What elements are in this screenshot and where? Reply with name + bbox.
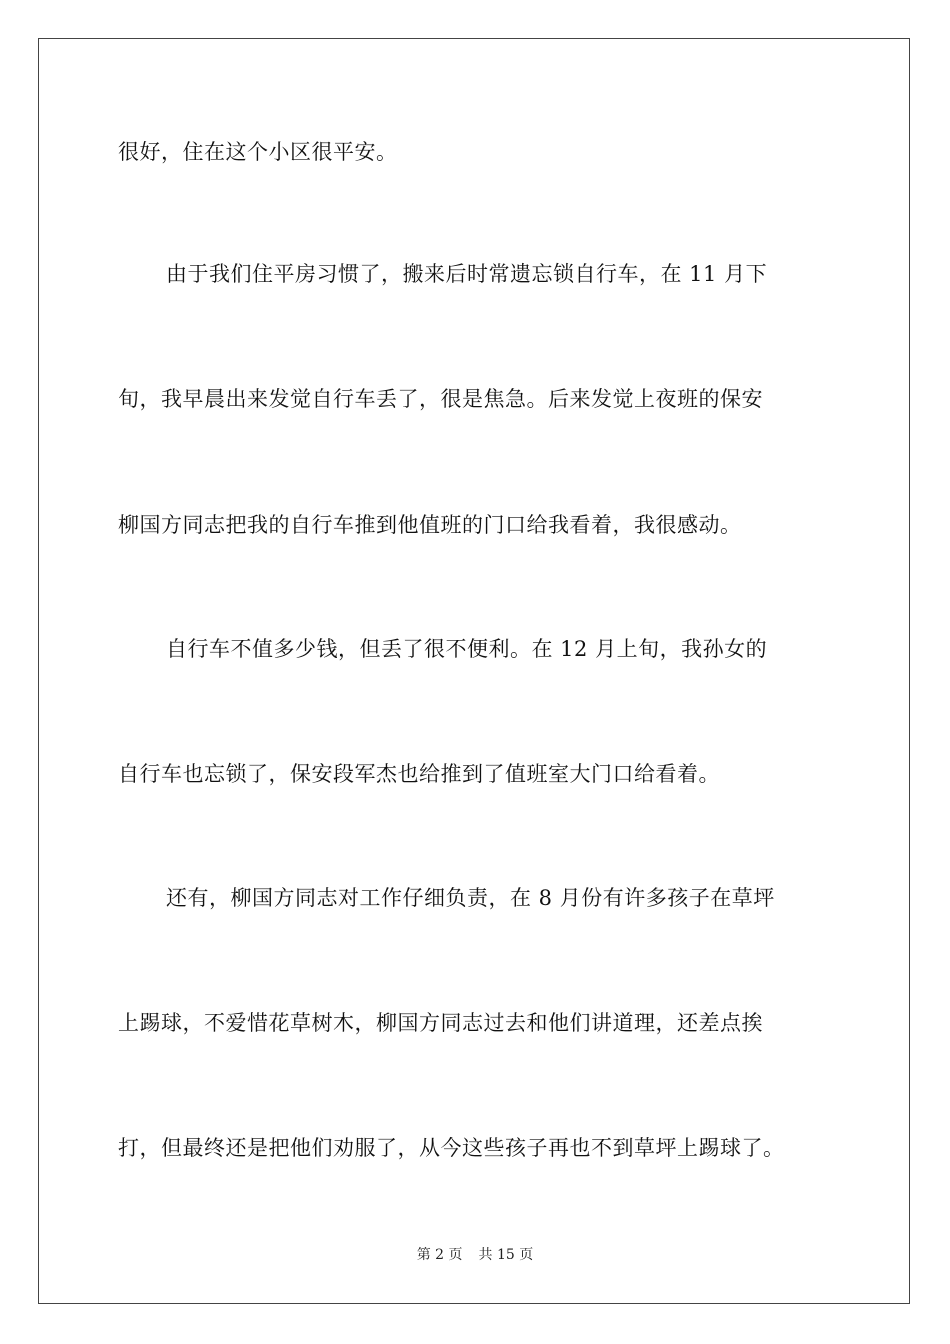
page-footer (0, 1246, 950, 1264)
text-line: 还有，柳国方同志对工作仔细负责，在 8 月份有许多孩子在草坪 (166, 886, 775, 910)
text-line: 自行车也忘锁了，保安段军杰也给推到了值班室大门口给看着。 (118, 762, 720, 786)
text-line: 打，但最终还是把他们劝服了，从今这些孩子再也不到草坪上踢球了。 (118, 1136, 785, 1160)
text-line: 旬，我早晨出来发觉自行车丢了，很是焦急。后来发觉上夜班的保安 (118, 387, 763, 411)
text-line: 很好，住在这个小区很平安。 (118, 140, 398, 164)
text-line: 由于我们住平房习惯了，搬来后时常遗忘锁自行车，在 11 月下 (166, 262, 768, 286)
text-line: 上踢球，不爱惜花草树木，柳国方同志过去和他们讲道理，还差点挨 (118, 1011, 763, 1035)
page-number: 第 2 页 (416, 1247, 463, 1263)
text-line: 柳国方同志把我的自行车推到他值班的门口给我看着，我很感动。 (118, 513, 742, 537)
page-border (38, 38, 910, 1304)
page-total: 共 15 页 (478, 1247, 534, 1263)
text-line: 自行车不值多少钱，但丢了很不便利。在 12 月上旬，我孙女的 (166, 637, 768, 661)
